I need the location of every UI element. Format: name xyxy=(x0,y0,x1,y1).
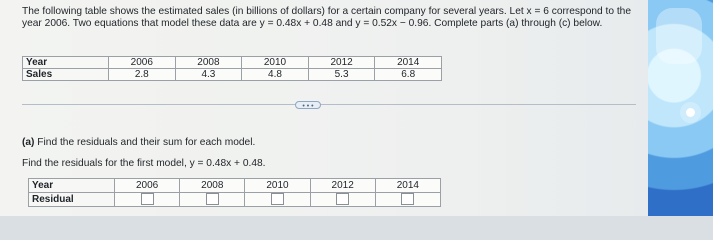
residual-input-row xyxy=(29,193,441,207)
year-label: Year xyxy=(23,57,109,69)
year-2006: 2006 xyxy=(109,57,176,69)
residual-year-2008: 2008 xyxy=(180,179,245,193)
residual-table xyxy=(28,178,441,207)
part-a-text: Find the residuals and their sum for each model. xyxy=(37,137,256,148)
residual-year-row xyxy=(29,179,441,193)
residual-cell-2014 xyxy=(375,193,440,207)
residual-cell-2012 xyxy=(310,193,375,207)
sales-data-table xyxy=(22,56,442,81)
residual-year-2012: 2012 xyxy=(310,179,375,193)
section-divider xyxy=(22,104,636,105)
year-2010: 2010 xyxy=(242,57,309,69)
residual-year-2006: 2006 xyxy=(115,179,180,193)
sales-row xyxy=(23,69,442,81)
residual-year-label: Year xyxy=(29,179,115,193)
sales-2010: 4.8 xyxy=(242,69,309,81)
sales-2014: 6.8 xyxy=(375,69,442,81)
residual-cell-2006 xyxy=(115,193,180,207)
sales-2008: 4.3 xyxy=(175,69,242,81)
more-button[interactable]: • • • xyxy=(295,101,321,109)
part-a-label: (a) xyxy=(22,137,35,148)
residual-year-2014: 2014 xyxy=(375,179,440,193)
sales-2006: 2.8 xyxy=(109,69,176,81)
residual-cell-2010 xyxy=(245,193,310,207)
residual-year-2010: 2010 xyxy=(245,179,310,193)
problem-statement: The following table shows the estimated sales (in billions of dollars) for a certain company for several years. Let x = 6 correspond to the year 2006. Two equations that model these data are y = 0.48x + 0.48 and y = 0.52x − 0.96. Complete parts (a) through (c) below. xyxy=(22,6,632,30)
residual-input-2006[interactable] xyxy=(141,193,154,205)
residual-input-2010[interactable] xyxy=(271,193,284,205)
residual-cell-2008 xyxy=(180,193,245,207)
residual-instruction: Find the residuals for the first model, y = 0.48x + 0.48. xyxy=(22,158,266,169)
year-row xyxy=(23,57,442,69)
sales-2012: 5.3 xyxy=(308,69,375,81)
desktop-wallpaper xyxy=(648,0,713,216)
residual-input-2012[interactable] xyxy=(336,193,349,205)
residual-label: Residual xyxy=(29,193,115,207)
part-a-prompt xyxy=(22,137,255,148)
residual-input-2014[interactable] xyxy=(401,193,414,205)
year-2014: 2014 xyxy=(375,57,442,69)
year-2012: 2012 xyxy=(308,57,375,69)
year-2008: 2008 xyxy=(175,57,242,69)
sales-label: Sales xyxy=(23,69,109,81)
residual-input-2008[interactable] xyxy=(206,193,219,205)
